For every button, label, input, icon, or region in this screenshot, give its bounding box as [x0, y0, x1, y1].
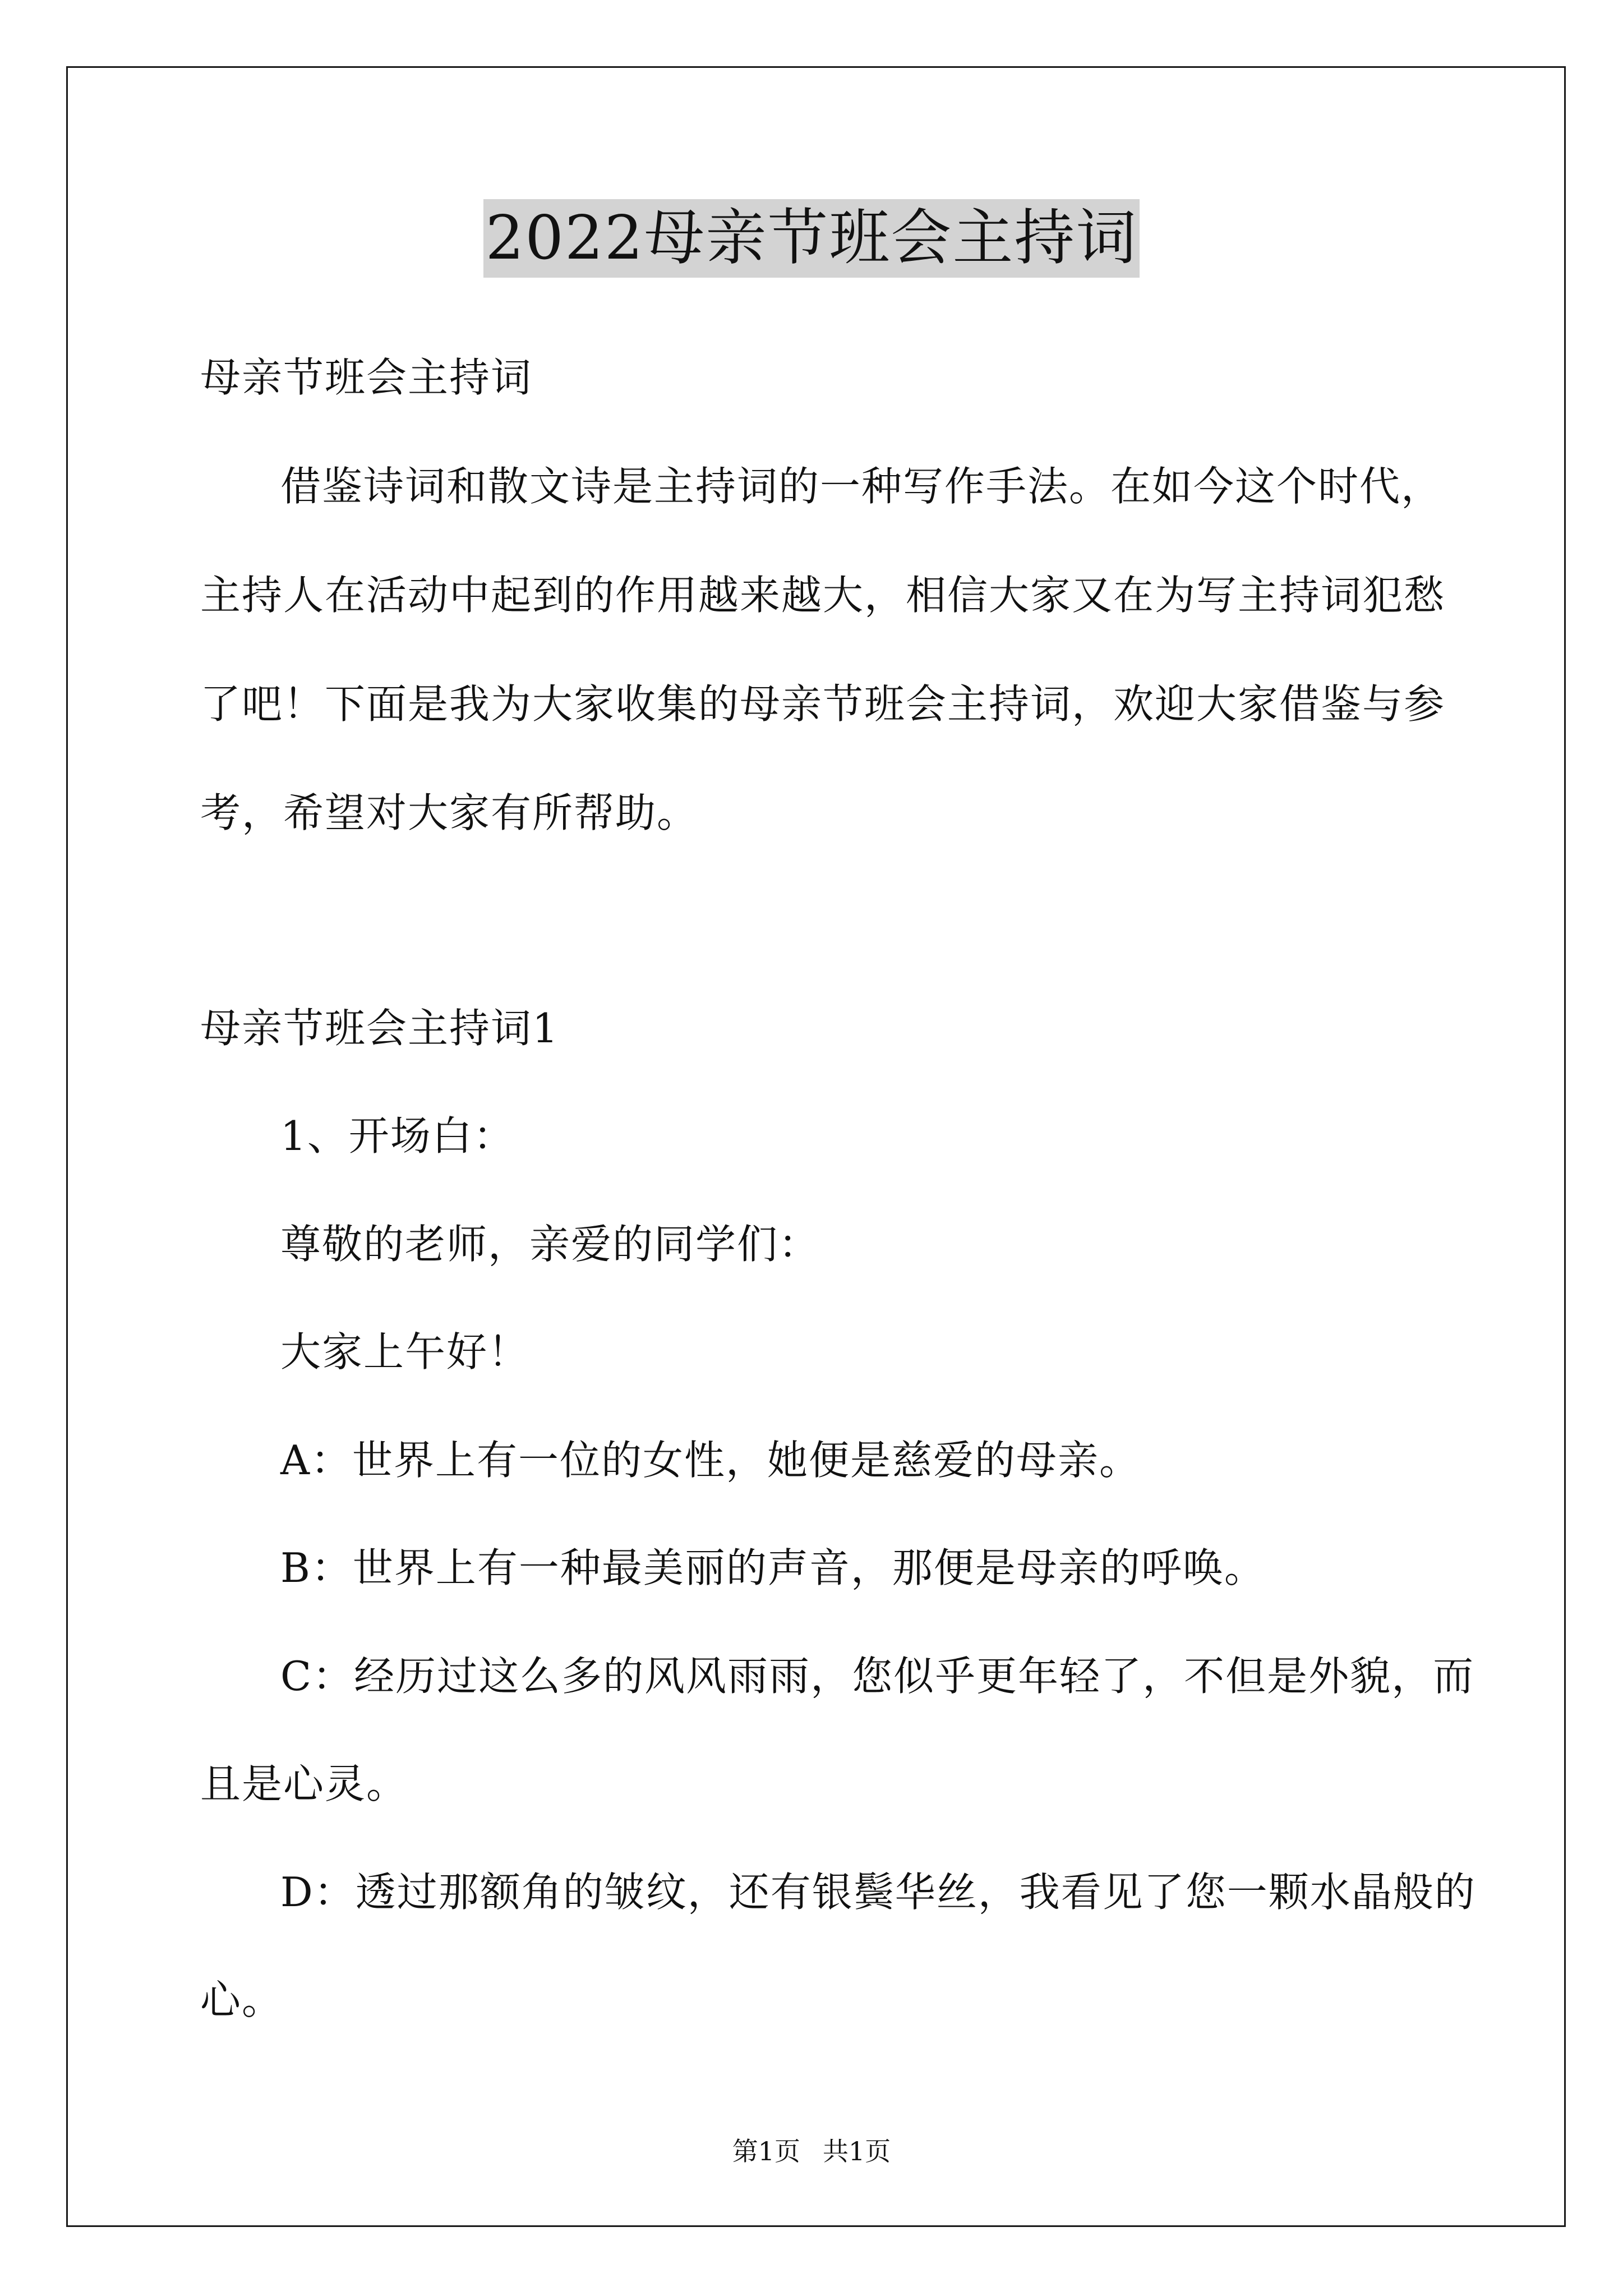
intro-line-4: 考，希望对大家有所帮助。 [200, 789, 699, 836]
section-heading: 母亲节班会主持词1 [200, 1005, 559, 1052]
title-container [0, 199, 1623, 278]
section-line-9: 心。 [200, 1976, 284, 2023]
page-total: 共1页 [823, 2136, 891, 2166]
section-line-4: A：世界上有一位的女性，她便是慈爱的母亲。 [280, 1437, 1141, 1484]
page-footer [0, 2134, 1623, 2168]
intro-line-3: 了吧！下面是我为大家收集的母亲节班会主持词，欢迎大家借鉴与参 [200, 680, 1446, 728]
section-line-2: 尊敬的老师，亲爱的同学们： [280, 1221, 820, 1268]
intro-line-1: 借鉴诗词和散文诗是主持词的一种写作手法。在如今这个时代， [280, 463, 1443, 510]
document-heading: 母亲节班会主持词 [200, 354, 533, 401]
section-line-7: 且是心灵。 [200, 1760, 408, 1807]
section-line-1: 1、开场白： [280, 1112, 515, 1159]
section-line-3: 大家上午好！ [280, 1328, 530, 1375]
page-number: 第1页 [732, 2136, 800, 2166]
intro-line-2: 主持人在活动中起到的作用越来越大，相信大家又在为写主持词犯愁 [200, 572, 1446, 619]
document-title: 2022母亲节班会主持词 [483, 199, 1140, 278]
section-line-5: B：世界上有一种最美丽的声音，那便是母亲的呼唤。 [280, 1544, 1266, 1591]
section-line-8: D：透过那额角的皱纹，还有银鬓华丝，我看见了您一颗水晶般的 [280, 1869, 1476, 1916]
section-line-6: C：经历过这么多的风风雨雨，您似乎更年轻了，不但是外貌，而 [280, 1653, 1475, 1700]
